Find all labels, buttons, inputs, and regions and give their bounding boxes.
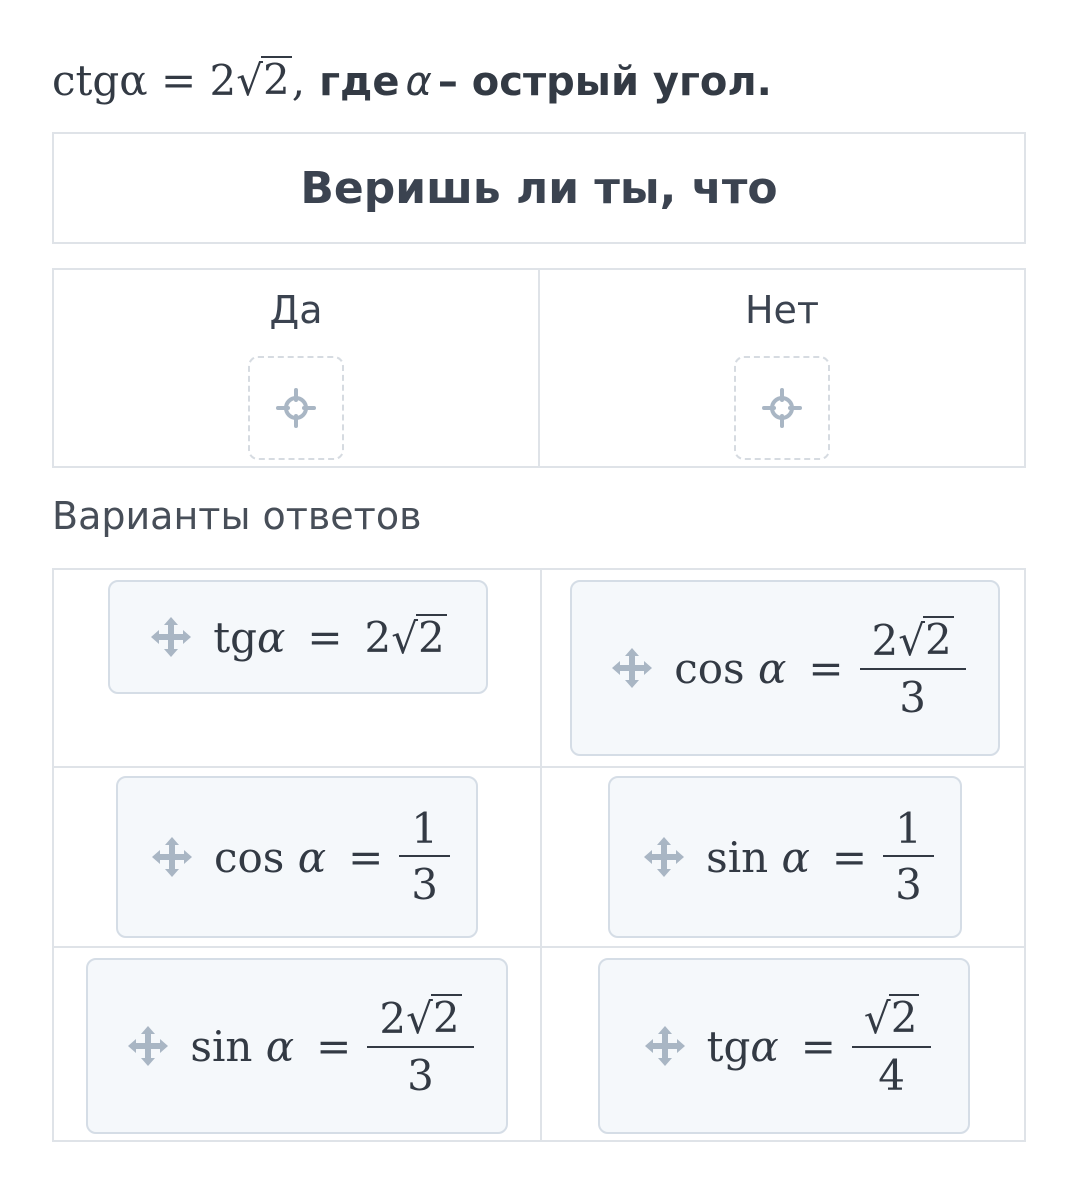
option-formula — [674, 615, 960, 722]
option-var: α — [781, 832, 810, 882]
option-func: tg — [213, 612, 257, 662]
grid-divider-row-1 — [54, 766, 1024, 768]
option-formula — [190, 993, 467, 1100]
option-fraction: 2 √ 2 3 — [373, 994, 467, 1097]
task-statement — [52, 56, 772, 112]
option-num: 1 — [895, 803, 922, 853]
yes-column — [54, 270, 538, 466]
crosshair-icon — [276, 388, 316, 428]
answer-table — [52, 268, 1026, 468]
statement-sqrt-arg: 2 — [263, 55, 290, 104]
options-title: Варианты ответов — [52, 494, 422, 538]
move-arrows-icon — [126, 1024, 170, 1068]
question-title: Веришь ли ты, что — [300, 162, 778, 214]
option-func: tg — [706, 1021, 751, 1071]
option-formula — [706, 993, 926, 1100]
option-den: 3 — [883, 855, 934, 907]
option-sqrt: √ 2 — [391, 612, 445, 664]
option-eq: = — [307, 612, 343, 662]
option-eq: = — [808, 643, 844, 693]
option-card[interactable] — [108, 580, 488, 694]
no-column — [538, 270, 1024, 466]
move-arrows-icon — [150, 835, 194, 879]
option-coef: 2 — [364, 612, 392, 662]
move-arrows-icon — [643, 1024, 687, 1068]
grid-divider-vertical — [540, 570, 542, 1140]
option-var: α — [297, 832, 327, 882]
option-num: 1 — [411, 803, 439, 853]
statement-sqrt: √ 2 — [236, 55, 290, 106]
statement-formula — [52, 56, 305, 105]
yes-label: Да — [269, 288, 323, 332]
option-sqrt-arg: 2 — [418, 612, 445, 662]
statement-rest: – острый угол. — [437, 59, 772, 106]
option-formula — [213, 613, 447, 662]
option-var: α — [757, 643, 787, 693]
option-card[interactable] — [116, 776, 478, 938]
option-card[interactable] — [570, 580, 1000, 756]
option-formula — [213, 803, 444, 909]
statement-where: где — [319, 59, 400, 106]
options-grid — [52, 568, 1026, 1142]
option-den: 3 — [860, 668, 966, 720]
move-arrows-icon — [610, 646, 654, 690]
option-fraction: √ 2 4 — [858, 994, 926, 1097]
option-card[interactable] — [598, 958, 970, 1134]
option-var: α — [750, 1021, 779, 1071]
option-den: 3 — [367, 1046, 473, 1098]
question-banner — [52, 132, 1026, 244]
option-den: 3 — [399, 855, 450, 907]
option-fraction — [889, 803, 928, 909]
option-eq: = — [831, 832, 868, 882]
option-func: cos — [674, 643, 745, 693]
option-formula — [706, 803, 928, 909]
no-label: Нет — [744, 288, 820, 332]
statement-alpha: α — [405, 59, 432, 106]
option-num-sqrt: 2 — [925, 615, 952, 665]
statement-comma: , — [291, 56, 306, 106]
grid-divider-row-2 — [54, 946, 1024, 948]
crosshair-icon — [762, 388, 802, 428]
option-eq: = — [800, 1021, 836, 1071]
option-num-coef: 2 — [379, 994, 407, 1044]
option-num-coef: 2 — [871, 616, 899, 666]
statement-formula-prefix: ctgα = 2 — [52, 56, 237, 106]
no-dropzone[interactable] — [734, 356, 830, 460]
move-arrows-icon — [149, 615, 193, 659]
option-eq: = — [348, 832, 384, 882]
option-var: α — [265, 1021, 295, 1071]
option-den: 4 — [852, 1046, 932, 1098]
option-func: sin — [706, 832, 769, 882]
option-fraction — [405, 803, 444, 909]
yes-dropzone[interactable] — [248, 356, 344, 460]
option-num-sqrt: 2 — [890, 993, 918, 1043]
option-fraction: 2 √ 2 3 — [866, 616, 960, 719]
option-func: cos — [213, 832, 285, 882]
option-eq: = — [316, 1021, 352, 1071]
option-card[interactable] — [608, 776, 962, 938]
option-var: α — [256, 612, 286, 662]
option-card[interactable] — [86, 958, 508, 1134]
move-arrows-icon — [642, 835, 686, 879]
option-num-sqrt: 2 — [432, 993, 460, 1043]
option-func: sin — [190, 1021, 253, 1071]
